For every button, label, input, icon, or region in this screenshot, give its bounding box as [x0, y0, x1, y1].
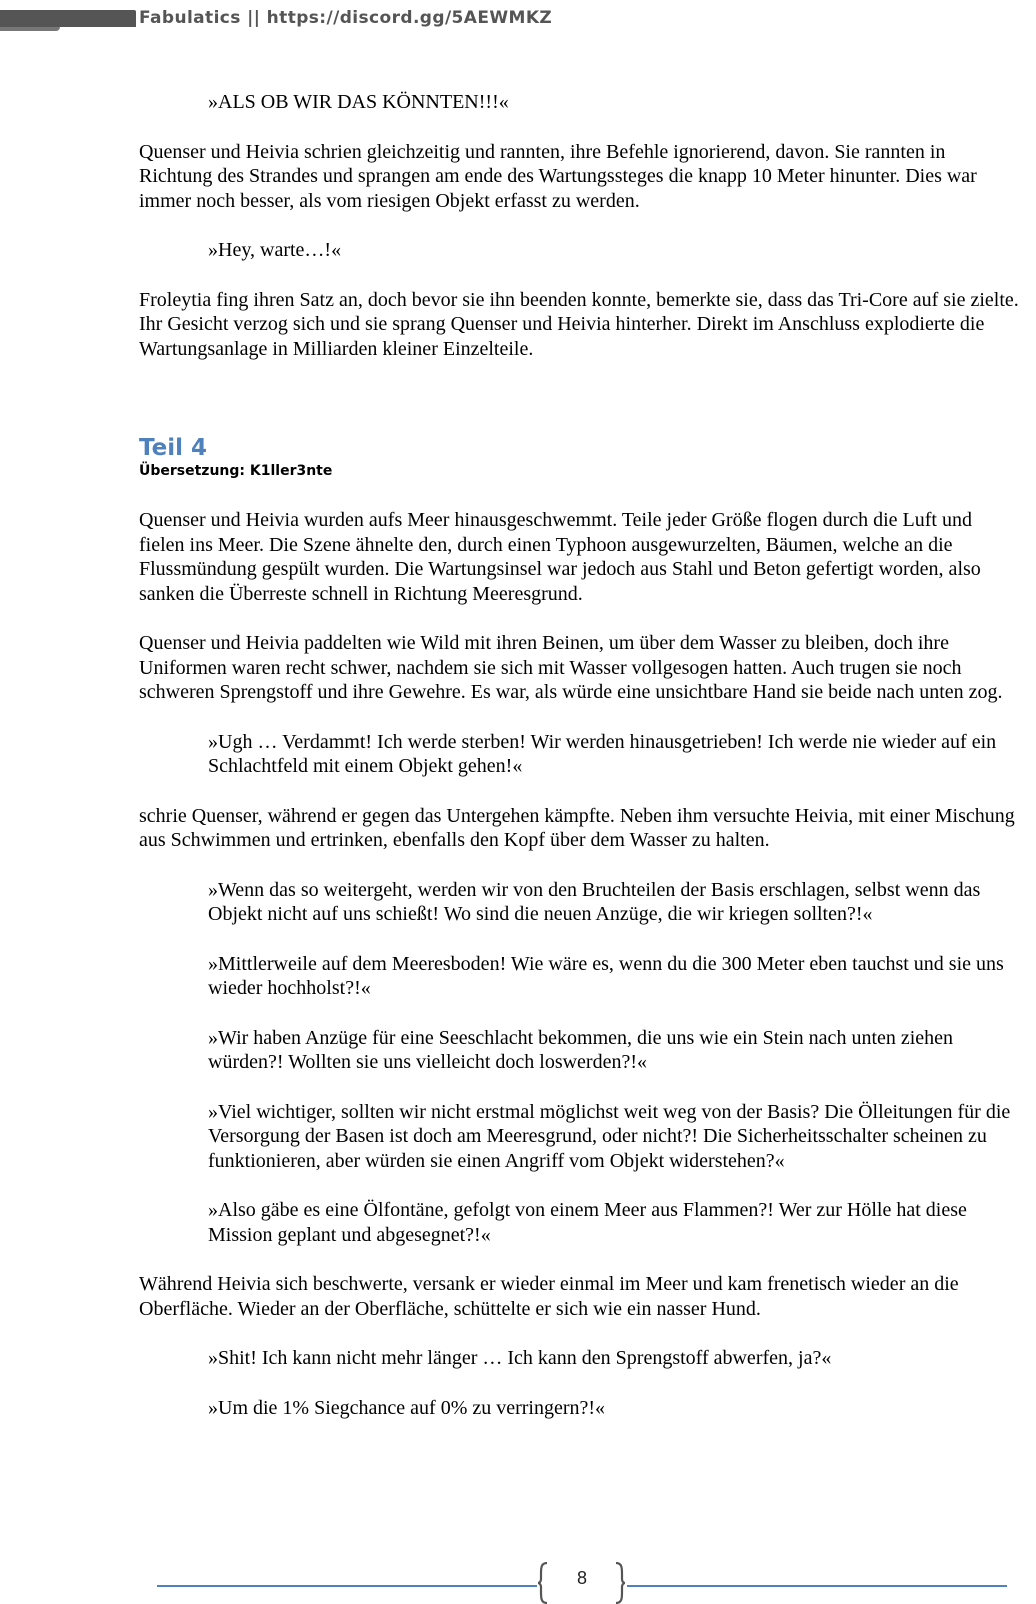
- body-paragraph: Während Heivia sich beschwerte, versank er wieder einmal im Meer und kam frenetisch wieder an die Oberfläche. Wieder an der Oberfläche, schüttelte er sich wie ein nasser Hund.: [139, 1273, 959, 1320]
- dialogue-quote: »Mittlerweile auf dem Meeresboden! Wie wäre es, wenn du die 300 Meter eben tauchst und sie uns wieder hochholst?!«: [208, 952, 1004, 999]
- section-title: Teil 4: [139, 435, 208, 461]
- header-bar: [0, 10, 136, 27]
- body-paragraph: Quenser und Heivia paddelten wie Wild mit ihren Beinen, um über dem Wasser zu bleiben, doch ihre Uniformen waren recht schwer, nachdem sie sich mit Wasser vollgesogen hatten. Auch trugen sie noch schweren Sprengstoff und ihre Gewehre. Es war, als würde eine unsichtbare Hand sie beide nach unten zog.: [139, 632, 1003, 703]
- dialogue-quote: »Um die 1% Siegchance auf 0% zu verringern?!«: [208, 1396, 606, 1419]
- body-paragraph: Froleytia fing ihren Satz an, doch bevor sie ihn beenden konnte, bemerkte sie, dass das Tri-Core auf sie zielte. Ihr Gesicht verzog sich und sie sprang Quenser und Heivia hinterher. Direkt im Anschluss explodierte die Wartungsanlage in Milliarden kleiner Einzelteile.: [139, 288, 1019, 360]
- dialogue-quote: »Wir haben Anzüge für eine Seeschlacht bekommen, die uns wie ein Stein nach unten ziehen würden?! Wollten sie uns vielleicht doch loswerden?!«: [208, 1026, 954, 1073]
- footer-rule-left: [157, 1585, 537, 1587]
- body-paragraph: Quenser und Heivia wurden aufs Meer hinausgeschwemmt. Teile jeder Größe flogen durch die Luft und fielen ins Meer. Die Szene ähnelte den, durch einen Typhoon ausgewurzelten, Bäumen, welche an die Flussmündung gespült wurden. Die Wartungsinsel war jedoch aus Stahl und Beton gefertigt worden, also sanken die Überreste schnell in Richtung Meeresgrund.: [139, 509, 981, 605]
- dialogue-quote: »Shit! Ich kann nicht mehr länger … Ich kann den Sprengstoff abwerfen, ja?«: [208, 1347, 832, 1369]
- page-content: [139, 90, 1019, 1445]
- footer-rule-right: [627, 1585, 1007, 1587]
- dialogue-quote: »Hey, warte…!«: [208, 239, 342, 261]
- dialogue-quote: »Ugh … Verdammt! Ich werde sterben! Wir werden hinausgetrieben! Ich werde nie wieder auf ein Schlachtfeld mit einem Objekt gehen!«: [208, 730, 997, 777]
- body-paragraph: schrie Quenser, während er gegen das Untergehen kämpfte. Neben ihm versuchte Heivia, mit einer Mischung aus Schwimmen und ertrinken, ebenfalls den Kopf über dem Wasser zu halten.: [139, 804, 1015, 851]
- dialogue-quote: »Viel wichtiger, sollten wir nicht erstmal möglichst weit weg von der Basis? Die Ölleitungen für die Versorgung der Basen ist doch am Meeresgrund, oder nicht?! Die Sicherheitsschalter scheinen zu funktionieren, aber würden sie einen Angriff vom Objekt widerstehen?«: [208, 1100, 1011, 1172]
- dialogue-quote: »ALS OB WIR DAS KÖNNTEN!!!«: [208, 91, 509, 113]
- dialogue-quote: »Also gäbe es eine Ölfontäne, gefolgt von einem Meer aus Flammen?! Wer zur Hölle hat diese Mission geplant und abgesegnet?!«: [208, 1199, 967, 1246]
- page-number: 8: [576, 1568, 587, 1588]
- dialogue-quote: »Wenn das so weitergeht, werden wir von den Bruchteilen der Basis erschlagen, selbst wenn das Objekt nicht auf uns schießt! Wo sind die neuen Anzüge, die wir kriegen sollten?!«: [208, 878, 981, 925]
- left-brace-icon: [537, 1562, 549, 1604]
- header-text: Fabulatics || https://discord.gg/5AEWMKZ: [139, 8, 553, 28]
- section-spacer: [139, 386, 1019, 434]
- right-brace-icon: [614, 1562, 626, 1604]
- body-paragraph: Quenser und Heivia schrien gleichzeitig und rannten, ihre Befehle ignorierend, davon. Sie rannten in Richtung des Strandes und sprangen am ende des Wartungssteges die knapp 10 Meter hinunter. Dies war immer noch besser, als vom riesigen Objekt erfasst zu werden.: [139, 140, 977, 212]
- section-subtitle: Übersetzung: K1ller3nte: [139, 463, 333, 479]
